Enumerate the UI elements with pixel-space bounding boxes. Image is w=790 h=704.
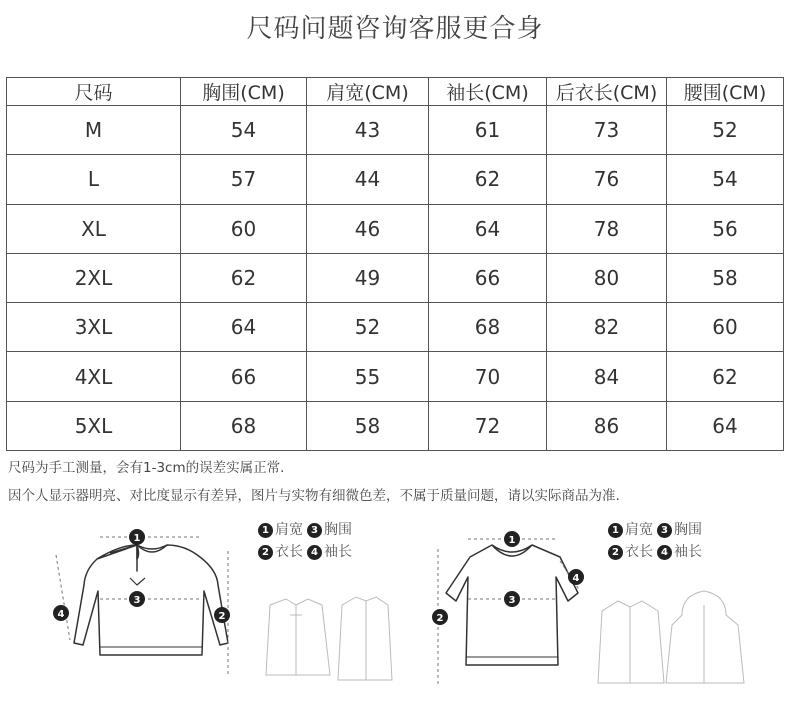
long-sleeve-diagram xyxy=(40,515,400,700)
cell-waist: 56 xyxy=(667,204,784,253)
marker-1-label: 1 xyxy=(133,533,141,544)
cell-shoulder: 46 xyxy=(307,204,429,253)
header-waist: 腰围(CM) xyxy=(667,78,784,106)
cell-chest: 54 xyxy=(181,106,307,155)
page-title: 尺码问题咨询客服更合身 xyxy=(246,14,544,44)
cell-shoulder: 55 xyxy=(307,352,429,401)
cell-sleeve: 68 xyxy=(429,303,547,352)
header-chest: 胸围(CM) xyxy=(181,78,307,106)
table-row xyxy=(7,253,784,302)
legend-label: 胸围 xyxy=(674,522,702,538)
table-row xyxy=(7,204,784,253)
cell-size: 5XL xyxy=(7,401,181,450)
legend-label: 袖长 xyxy=(324,544,352,560)
cell-chest: 57 xyxy=(181,155,307,204)
marker-2-label: 2 xyxy=(218,611,226,622)
legend-label: 袖长 xyxy=(674,544,702,560)
table-row xyxy=(7,106,784,155)
marker-3-label: 3 xyxy=(508,595,516,606)
marker-3-label: 3 xyxy=(133,595,141,606)
table-row xyxy=(7,155,784,204)
cell-shoulder: 49 xyxy=(307,253,429,302)
cell-waist: 52 xyxy=(667,106,784,155)
number-badge: 1 xyxy=(608,523,623,538)
cell-back-length: 80 xyxy=(547,253,667,302)
cell-waist: 64 xyxy=(667,401,784,450)
cell-sleeve: 64 xyxy=(429,204,547,253)
number-badge: 2 xyxy=(608,545,623,560)
table-row xyxy=(7,352,784,401)
header-size: 尺码 xyxy=(7,78,181,106)
jacket-sketch-icon xyxy=(266,599,330,675)
marker-1-label: 1 xyxy=(508,535,516,546)
number-badge: 3 xyxy=(307,523,322,538)
cell-sleeve: 66 xyxy=(429,253,547,302)
cell-sleeve: 70 xyxy=(429,352,547,401)
number-badge: 4 xyxy=(307,545,322,560)
cell-size: M xyxy=(7,106,181,155)
cell-back-length: 82 xyxy=(547,303,667,352)
cell-waist: 62 xyxy=(667,352,784,401)
cell-sleeve: 72 xyxy=(429,401,547,450)
cell-back-length: 86 xyxy=(547,401,667,450)
number-badge: 1 xyxy=(258,523,273,538)
number-badge: 2 xyxy=(258,545,273,560)
cell-size: 2XL xyxy=(7,253,181,302)
shirt-sketch-icon xyxy=(598,601,664,683)
cell-size: L xyxy=(7,155,181,204)
cell-chest: 60 xyxy=(181,204,307,253)
tshirt-measure-illustration xyxy=(420,515,780,700)
note-measurement: 尺码为手工测量，会有1-3cm的误差实属正常. xyxy=(8,460,285,476)
legend-label: 胸围 xyxy=(324,522,352,538)
cell-chest: 66 xyxy=(181,352,307,401)
cell-size: 3XL xyxy=(7,303,181,352)
cell-sleeve: 62 xyxy=(429,155,547,204)
header-back-length: 后衣长(CM) xyxy=(547,78,667,106)
cell-size: XL xyxy=(7,204,181,253)
long-sleeve-legend xyxy=(258,519,356,563)
table-header-row xyxy=(7,78,784,106)
cell-chest: 68 xyxy=(181,401,307,450)
cell-back-length: 73 xyxy=(547,106,667,155)
number-badge: 4 xyxy=(657,545,672,560)
cell-chest: 64 xyxy=(181,303,307,352)
cell-back-length: 78 xyxy=(547,204,667,253)
header-shoulder: 肩宽(CM) xyxy=(307,78,429,106)
marker-4-label: 4 xyxy=(572,573,580,584)
legend-label: 肩宽 xyxy=(275,522,303,538)
cell-back-length: 76 xyxy=(547,155,667,204)
cell-waist: 60 xyxy=(667,303,784,352)
cell-shoulder: 52 xyxy=(307,303,429,352)
cell-back-length: 84 xyxy=(547,352,667,401)
cell-sleeve: 61 xyxy=(429,106,547,155)
tshirt-diagram xyxy=(420,515,780,700)
header-sleeve: 袖长(CM) xyxy=(429,78,547,106)
cell-shoulder: 44 xyxy=(307,155,429,204)
note-color-difference: 因个人显示器明亮、对比度显示有差异，图片与实物有细微色差，不属于质量问题，请以实际商品为准. xyxy=(8,488,620,504)
tshirt-legend xyxy=(608,519,706,563)
cell-waist: 54 xyxy=(667,155,784,204)
number-badge: 3 xyxy=(657,523,672,538)
cell-waist: 58 xyxy=(667,253,784,302)
legend-label: 肩宽 xyxy=(625,522,653,538)
hoodie-sketch-icon xyxy=(666,591,744,683)
size-chart-table xyxy=(6,77,784,451)
cell-shoulder: 58 xyxy=(307,401,429,450)
cell-size: 4XL xyxy=(7,352,181,401)
coat-sketch-icon xyxy=(338,597,392,680)
table-row xyxy=(7,401,784,450)
marker-4-label: 4 xyxy=(57,609,65,620)
marker-2-label: 2 xyxy=(436,613,444,624)
cell-chest: 62 xyxy=(181,253,307,302)
legend-label: 衣长 xyxy=(275,544,303,560)
cell-shoulder: 43 xyxy=(307,106,429,155)
legend-label: 衣长 xyxy=(625,544,653,560)
table-row xyxy=(7,303,784,352)
